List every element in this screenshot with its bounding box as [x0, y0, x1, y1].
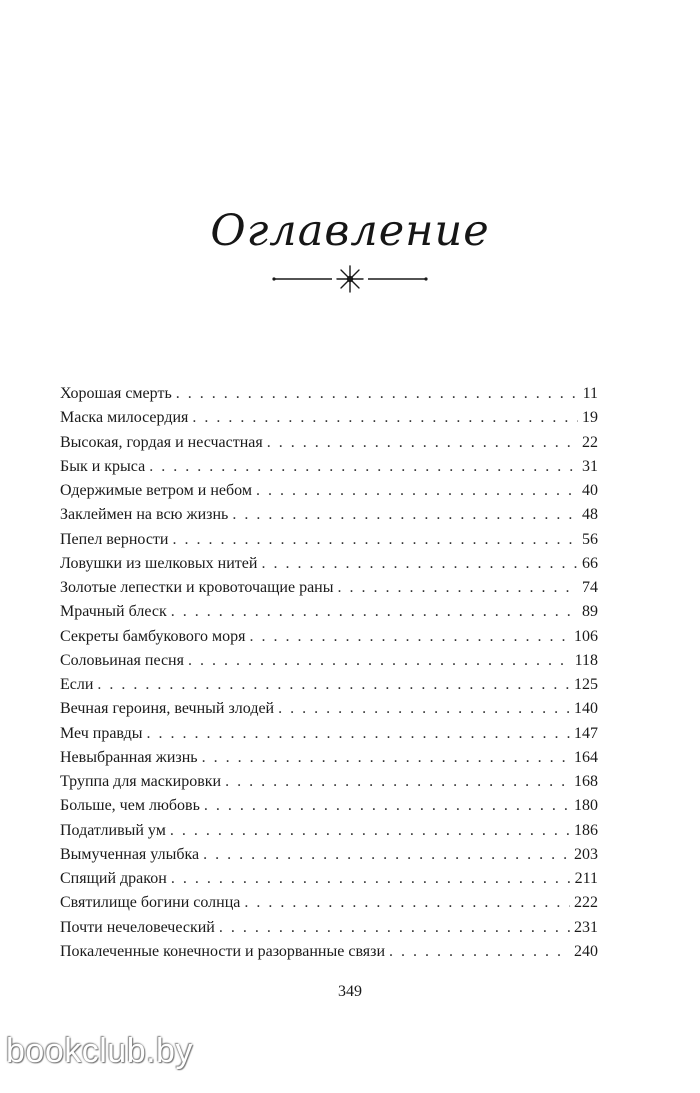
dot-leader: [219, 916, 570, 940]
toc-entry-title: Больше, чем любовь: [60, 797, 200, 815]
watermark: bookclub.by: [6, 1032, 193, 1070]
toc-entry-title: Соловьиная песня: [60, 651, 184, 669]
dot-leader: [278, 697, 570, 721]
dot-leader: [250, 625, 570, 649]
toc-entry-page: 118: [574, 651, 598, 669]
toc-entry[interactable]: [60, 382, 598, 406]
toc-entry-title: Податливый ум: [60, 821, 166, 839]
dot-leader: [172, 528, 578, 552]
toc-entry-title: Ловушки из шелковых нитей: [60, 554, 258, 572]
toc-entry-page: 186: [574, 821, 598, 839]
dot-leader: [225, 770, 570, 794]
toc-entry-page: 222: [574, 894, 598, 912]
toc-entry-title: Спящий дракон: [60, 870, 167, 887]
dot-leader: [192, 406, 578, 430]
toc-entry-page: 19: [582, 409, 598, 427]
toc-entry[interactable]: [60, 649, 598, 673]
toc-entry[interactable]: [60, 697, 598, 721]
toc-entry-page: 66: [582, 554, 598, 572]
page-number: 349: [338, 983, 362, 1000]
toc-entry[interactable]: [60, 746, 598, 770]
toc-entry-page: 40: [582, 482, 598, 499]
toc-entry-page: 203: [574, 845, 598, 863]
toc-entry-title: Меч правды: [60, 724, 143, 742]
dot-leader: [203, 843, 570, 867]
dot-leader: [389, 940, 570, 964]
dot-leader: [261, 552, 578, 576]
toc-entry-title: Вечная героиня, вечный злодей: [60, 700, 275, 718]
toc-entry[interactable]: [60, 503, 598, 527]
toc-entry-page: 180: [574, 797, 598, 815]
toc-entry-page: 211: [574, 870, 598, 887]
toc-entry-page: 11: [582, 385, 598, 402]
toc-entry-title: Одержимые ветром и небом: [60, 482, 252, 499]
toc-entry-title: Высокая, гордая и несчастная: [60, 433, 263, 451]
dot-leader: [146, 722, 570, 746]
dot-leader: [232, 503, 578, 527]
dot-leader: [170, 819, 570, 843]
toc-entry-page: 125: [574, 676, 598, 693]
dot-leader: [267, 431, 578, 455]
toc-entry[interactable]: [60, 406, 598, 430]
toc-entry[interactable]: [60, 770, 598, 794]
toc-entry-title: Мрачный блеск: [60, 603, 167, 621]
toc-entry-page: 74: [582, 579, 598, 596]
toc-entry-page: 22: [582, 433, 598, 451]
toc-entry-page: 106: [574, 627, 598, 645]
page-title: Оглавление: [210, 206, 490, 256]
dot-leader: [202, 746, 570, 770]
toc-entry[interactable]: [60, 722, 598, 746]
dot-leader: [204, 794, 570, 818]
toc-entry[interactable]: [60, 625, 598, 649]
dot-leader: [176, 382, 579, 406]
toc-entry-page: 56: [582, 530, 598, 548]
toc-entry[interactable]: [60, 819, 598, 843]
star-divider-icon: [270, 262, 430, 296]
toc-entry-page: 164: [574, 748, 598, 766]
toc-entry-title: Покалеченные конечности и разорванные связи: [60, 942, 386, 960]
toc-entry-title: Секреты бамбукового моря: [60, 627, 246, 645]
toc-entry-page: 48: [582, 506, 598, 524]
toc-entry-title: Хорошая смерть: [60, 385, 172, 402]
toc-entry-page: 31: [582, 457, 598, 475]
dot-leader: [149, 455, 578, 479]
toc-entry-page: 89: [582, 603, 598, 621]
toc-entry[interactable]: [60, 867, 598, 891]
toc-entry[interactable]: [60, 455, 598, 479]
dot-leader: [337, 576, 578, 600]
toc-entry[interactable]: [60, 479, 598, 503]
toc-entry[interactable]: [60, 552, 598, 576]
toc-entry[interactable]: [60, 600, 598, 624]
toc-entry[interactable]: [60, 940, 598, 964]
toc-entry-page: 240: [574, 942, 598, 960]
dot-leader: [188, 649, 571, 673]
toc-entry-title: Заклеймен на всю жизнь: [60, 506, 229, 524]
toc-entry-title: Пепел верности: [60, 530, 169, 548]
toc-entry[interactable]: [60, 891, 598, 915]
toc-entry-title: Золотые лепестки и кровоточащие раны: [60, 579, 334, 596]
toc-entry-title: Святилище богини солнца: [60, 894, 241, 912]
dot-leader: [171, 600, 578, 624]
toc-entry-title: Маска милосердия: [60, 409, 189, 427]
toc-entry[interactable]: [60, 843, 598, 867]
toc-entry[interactable]: [60, 528, 598, 552]
table-of-contents: [60, 382, 598, 964]
toc-entry-title: Почти нечеловеческий: [60, 918, 215, 936]
toc-entry-title: Если: [60, 676, 94, 693]
toc-entry-title: Труппа для маскировки: [60, 773, 222, 790]
toc-entry-page: 147: [574, 724, 598, 742]
dot-leader: [97, 673, 570, 697]
toc-entry[interactable]: [60, 794, 598, 818]
dot-leader: [244, 891, 570, 915]
dot-leader: [171, 867, 571, 891]
toc-entry[interactable]: [60, 431, 598, 455]
toc-entry[interactable]: [60, 576, 598, 600]
toc-entry-page: 140: [574, 700, 598, 718]
toc-entry-page: 168: [574, 773, 598, 790]
dot-leader: [256, 479, 578, 503]
toc-entry[interactable]: [60, 673, 598, 697]
toc-entry-title: Бык и крыса: [60, 457, 146, 475]
toc-entry[interactable]: [60, 916, 598, 940]
toc-entry-title: Невыбранная жизнь: [60, 748, 198, 766]
toc-entry-page: 231: [574, 918, 598, 936]
toc-entry-title: Вымученная улыбка: [60, 845, 200, 863]
